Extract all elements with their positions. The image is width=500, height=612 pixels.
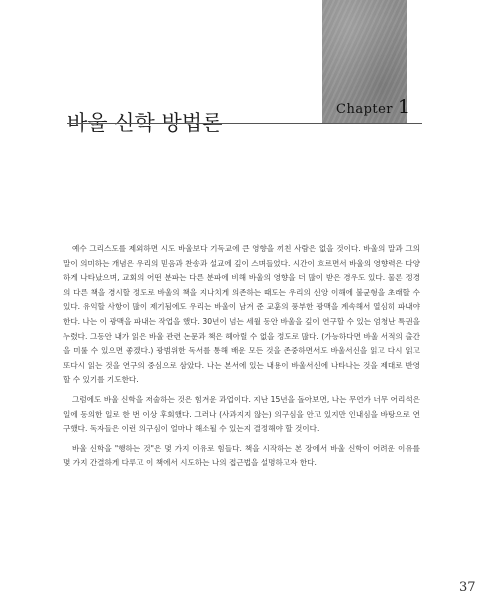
page-number: 37 xyxy=(459,580,476,595)
chapter-number: 1 xyxy=(398,96,411,118)
paragraph-3: 바울 신학을 "행하는 것"은 몇 가지 이유로 힘들다. 책을 시작하는 본 장에서 바울 신학이 어려운 이유를 몇 가지 간결하게 다루고 이 책에서 시도하는 나의 접근법을 설명하고자 한다. xyxy=(63,443,420,468)
body-text xyxy=(63,242,420,471)
chapter-title: 바울 신학 방법론 xyxy=(67,111,223,135)
chapter-word: Chapter xyxy=(336,102,394,117)
title-divider xyxy=(67,123,422,124)
chapter-label xyxy=(336,96,410,118)
paragraph-1: 예수 그리스도를 제외하면 시도 바울보다 기독교에 큰 영향을 끼친 사람은 없을 것이다. 바울의 말과 그의 말이 의미하는 개념은 우리의 믿음과 찬송과 설교에 깊이 스며들었다. 시간이 흐르면서 바울의 영향력은 다양하게 나타났으며, 교회의 어떤 분파는 다른 분파에 비해 바울의 영향을 더 많이 받은 경우도 있다. 물론 정경의 다른 책을 경시할 정도로 바울의 책을 지나치게 의존하는 때도는 우리의 신앙 이해에 불균형을 초래할 수 있다. 유익할 사항이 많이 제기됨에도 우리는 바울이 남겨 준 교훈의 풍부한 광맥을 계속해서 열심히 파내야 한다. 나는 이 광맥을 파내는 작업을 했다. 30년이 넘는 세월 동안 바울을 깊이 연구할 수 있는 엄청난 특권을 누렸다. 그동안 내가 읽은 바울 관련 논문과 책은 헤아릴 수 없을 정도로 많다. (가능하다면 바울 서적의 출간을 미룰 수 있으면 좋겠다.) 광범위한 독서를 통해 배운 모든 것을 존중하면서도 바울서신을 읽고 다시 읽고 또다시 읽는 것을 연구의 중심으로 삼았다. 나는 본서에 있는 내용이 바울서신에 나타나는 것을 제대로 반영할 수 있기를 기도한다. xyxy=(63,244,420,385)
paragraph-2: 그럼에도 바울 신학을 저술하는 것은 힘겨운 과업이다. 지난 15년을 돌아보면, 나는 무언가 너무 어리석은 일에 동의한 일로 한 번 이상 후회했다. 그러나 (사과지지 않는) 의구심을 안고 있지만 인내심을 바탕으로 연구했다. 독자들은 이런 의구심이 얼마나 해소될 수 있는지 결정해야 할 것이다. xyxy=(63,394,420,434)
